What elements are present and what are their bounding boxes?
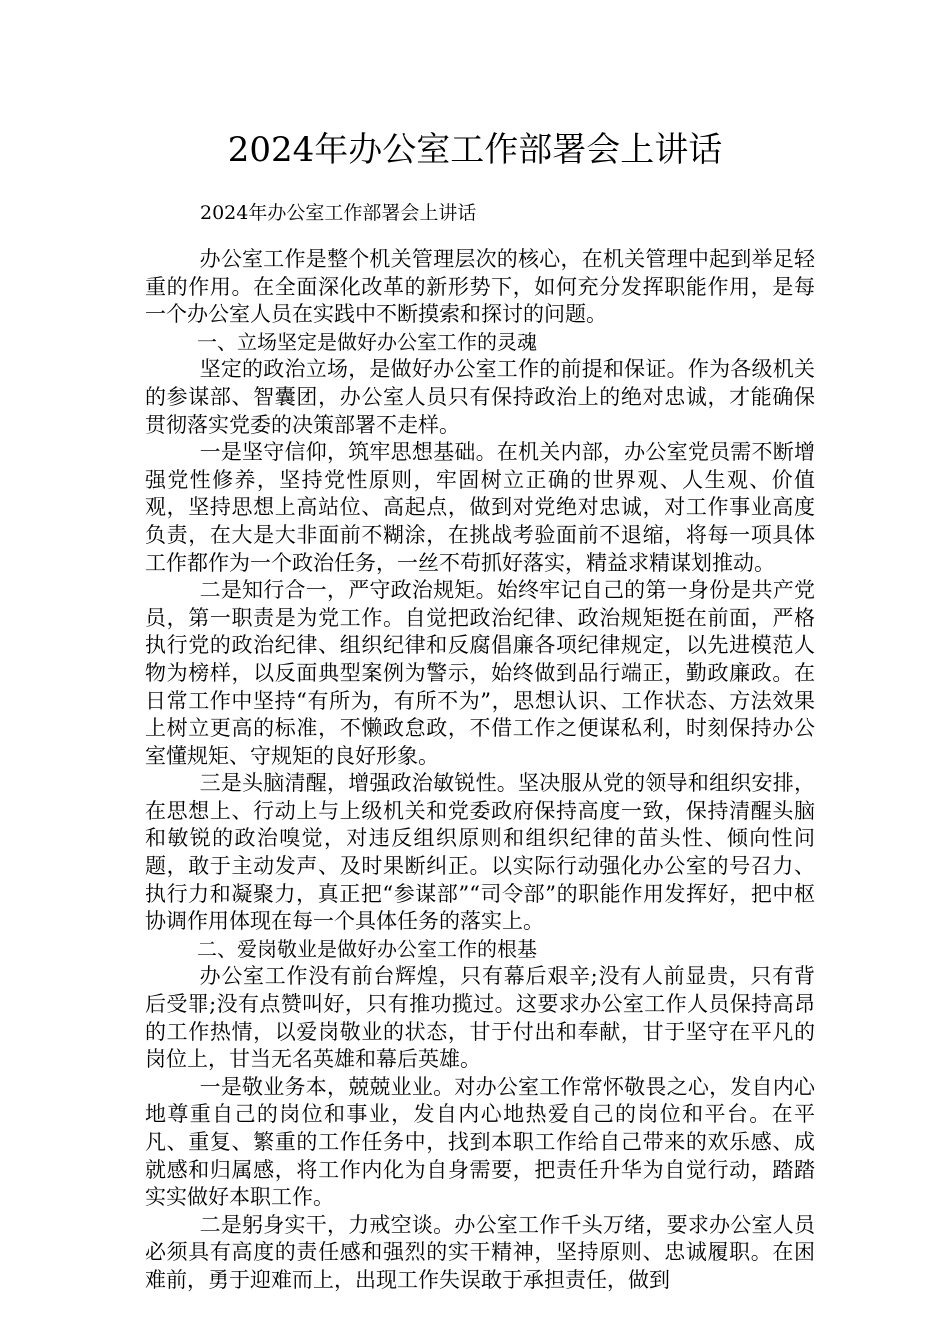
- paragraph: 三是头脑清醒，增强政治敏锐性。坚决服从党的领导和组织安排，在思想上、行动上与上级机关和党委政府保持高度一致，保持清醒头脑和敏锐的政治嗅觉，对违反组织原则和组织纪律的苗头性、倾向性问题，敢于主动发声、及时果断纠正。以实际行动强化办公室的号召力、执行力和凝聚力，真正把“参谋部”“司令部”的职能作用发挥好，把中枢协调作用体现在每一个具体任务的落实上。: [145, 771, 815, 934]
- section-heading-1: 一、立场坚定是做好办公室工作的灵魂: [197, 329, 537, 354]
- paragraph: 二是躬身实干，力戒空谈。办公室工作千头万绪，要求办公室人员必须具有高度的责任感和强烈的实干精神，坚持原则、忠诚履职。在困难前，勇于迎难而上，出现工作失误敢于承担责任，做到: [145, 1212, 815, 1292]
- paragraph: 一是敬业务本，兢兢业业。对办公室工作常怀敬畏之心，发自内心地尊重自己的岗位和事业，发自内心地热爱自己的岗位和平台。在平凡、重复、繁重的工作任务中，找到本职工作给自己带来的欢乐感、成就感和归属感，将工作内化为自身需要，把责任升华为自觉行动，踏踏实实做好本职工作。: [145, 1074, 815, 1210]
- document-body: [145, 246, 815, 1295]
- paragraph: 坚定的政治立场，是做好办公室工作的前提和保证。作为各级机关的参谋部、智囊团，办公室人员只有保持政治上的绝对忠诚，才能确保贯彻落实党委的决策部署不走样。: [145, 357, 815, 437]
- document-subtitle: 2024年办公室工作部署会上讲话: [200, 202, 477, 224]
- section-heading-2: 二、爱岗敬业是做好办公室工作的根基: [197, 936, 537, 961]
- document-title: 2024年办公室工作部署会上讲话: [227, 130, 723, 170]
- paragraph: 办公室工作没有前台辉煌，只有幕后艰辛;没有人前显贵，只有背后受罪;没有点赞叫好，只有推功揽过。这要求办公室工作人员保持高昂的工作热情，以爱岗敬业的状态，甘于付出和奉献，甘于坚守在平凡的岗位上，甘当无名英雄和幕后英雄。: [145, 964, 815, 1072]
- paragraph-intro: 办公室工作是整个机关管理层次的核心，在机关管理中起到举足轻重的作用。在全面深化改革的新形势下，如何充分发挥职能作用，是每一个办公室人员在实践中不断摸索和探讨的问题。: [145, 247, 815, 327]
- paragraph: 一是坚守信仰，筑牢思想基础。在机关内部，办公室党员需不断增强党性修养，坚持党性原则，牢固树立正确的世界观、人生观、价值观，坚持思想上高站位、高起点，做到对党绝对忠诚，对工作事业高度负责，在大是大非面前不糊涂，在挑战考验面前不退缩，将每一项具体工作都作为一个政治任务，一丝不苟抓好落实，精益求精谋划推动。: [145, 440, 815, 575]
- paragraph: 二是知行合一，严守政治规矩。始终牢记自己的第一身份是共产党员，第一职责是为党工作。自觉把政治纪律、政治规矩挺在前面，严格执行党的政治纪律、组织纪律和反腐倡廉各项纪律规定，以先进模范人物为榜样，以反面典型案例为警示，始终做到品行端正，勤政廉政。在日常工作中坚持“有所为，有所不为”，思想认识、工作状态、方法效果上树立更高的标准，不懒政怠政，不借工作之便谋私利，时刻保持办公室懂规矩、守规矩的良好形象。: [145, 578, 815, 768]
